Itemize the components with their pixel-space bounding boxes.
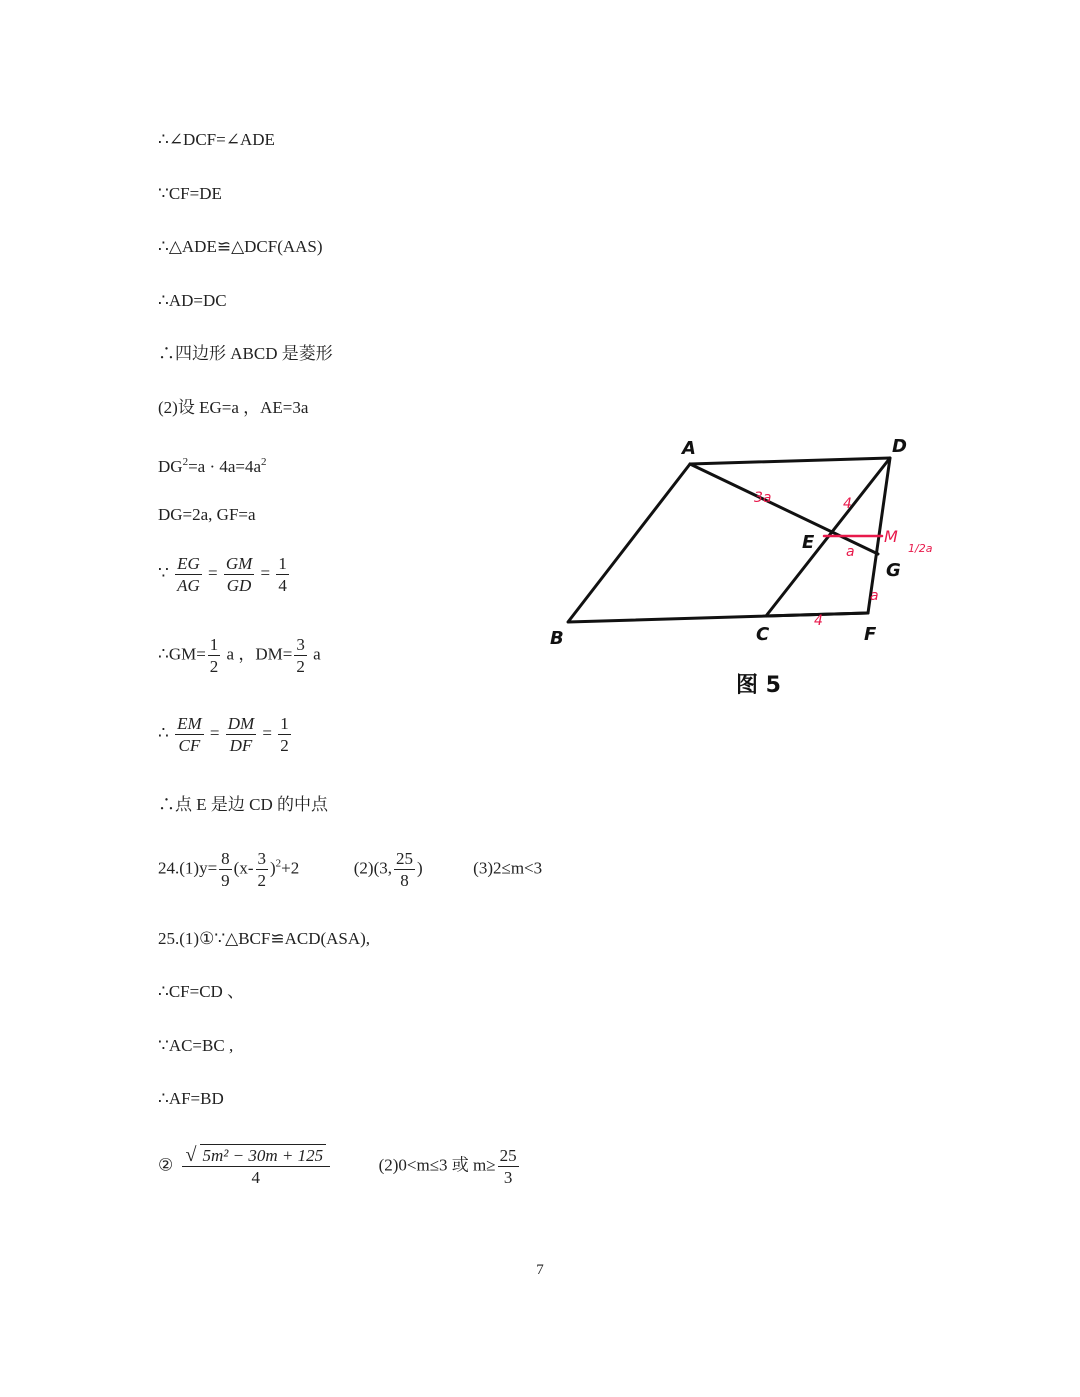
- label-de-4: 4: [843, 496, 852, 512]
- label-d: D: [892, 436, 907, 457]
- fraction: $\frac{8}{9}$: [221, 849, 230, 890]
- label-half-a: 1/2a: [908, 542, 933, 555]
- label-cf-4: 4: [814, 613, 823, 629]
- geometry-figure: [540, 430, 960, 710]
- label-m: M: [884, 527, 898, 546]
- label-c: C: [756, 624, 770, 645]
- text-line: ∵AC=BC ,: [158, 1036, 234, 1055]
- fraction: $\frac{3}{2}$: [257, 849, 266, 890]
- fraction: √ 5m² − 30m + 125 4: [182, 1147, 331, 1186]
- fraction: $\frac{EM}{CF}$: [177, 714, 202, 755]
- text-line: ∵CF=DE: [158, 184, 222, 203]
- text-line: 25.(1)①∵△BCF≌ACD(ASA),: [158, 929, 371, 948]
- page-number: 7: [536, 1262, 544, 1278]
- text-line: ∴点 E 是边 CD 的中点: [158, 795, 328, 814]
- fraction: $\frac{DM}{DF}$: [227, 714, 255, 755]
- text-line: ∴AF=BD: [158, 1089, 224, 1108]
- fraction: $\frac{25}{8}$: [396, 849, 413, 890]
- formula-line: ② √ 5m² − 30m + 125 4 (2)0<m≤3 或 m≥ $\frac{25}{3}$: [158, 1144, 517, 1187]
- fraction: $\frac{EG}{AG}$: [177, 554, 200, 595]
- text-line: ∴△ADE≌△DCF(AAS): [158, 237, 323, 256]
- text-line: $DG^2=a \cdot 4a=4a^2$: [158, 456, 267, 476]
- square-root: √ 5m² − 30m + 125: [186, 1147, 327, 1164]
- text-line: ∴四边形 ABCD 是菱形: [158, 344, 333, 363]
- text-line: DG=2a, GF=a: [158, 505, 256, 524]
- label-e: E: [802, 532, 815, 553]
- text-line: ∴AD=DC: [158, 291, 227, 310]
- text-line: ∴CF=CD 、: [158, 982, 245, 1001]
- formula-line: ∴GM= $\frac{1}{2}$ a ，DM= $\frac{3}{2}$ a: [158, 635, 321, 676]
- fraction: $\frac{25}{3}$: [499, 1146, 517, 1187]
- fraction: $\frac{1}{2}$: [280, 714, 289, 755]
- formula-line: 24.(1)y= $\frac{8}{9}$ (x- $\frac{3}{2}$ )$^2$+2 (2)(3, $\frac{25}{8}$ ) (3)2≤m<3: [158, 849, 543, 890]
- fraction: $\frac{1}{2}$: [209, 635, 219, 676]
- label-gf-a: a: [870, 588, 879, 604]
- label-a: A: [682, 438, 696, 459]
- formula-line: ∵ $\frac{EG}{AG}$ = $\frac{GM}{GD}$ = $\frac{1}{4}$: [158, 554, 287, 595]
- label-f: F: [864, 624, 877, 645]
- text-line: (2)设 EG=a ，AE=3a: [158, 398, 309, 417]
- label-3a: 3a: [754, 490, 772, 506]
- text-line: ∴∠DCF=∠ADE: [158, 130, 275, 149]
- formula-line: ∴ $\frac{EM}{CF}$ = $\frac{DM}{DF}$ = $\frac{1}{2}$: [158, 714, 289, 755]
- fraction: $\frac{3}{2}$: [296, 635, 305, 676]
- label-eg-a: a: [846, 544, 855, 560]
- fraction: $\frac{GM}{GD}$: [225, 554, 253, 595]
- fraction: $\frac{1}{4}$: [278, 554, 287, 595]
- figure-caption: 图 5: [736, 673, 781, 698]
- label-g: G: [886, 560, 901, 581]
- label-b: B: [550, 628, 564, 649]
